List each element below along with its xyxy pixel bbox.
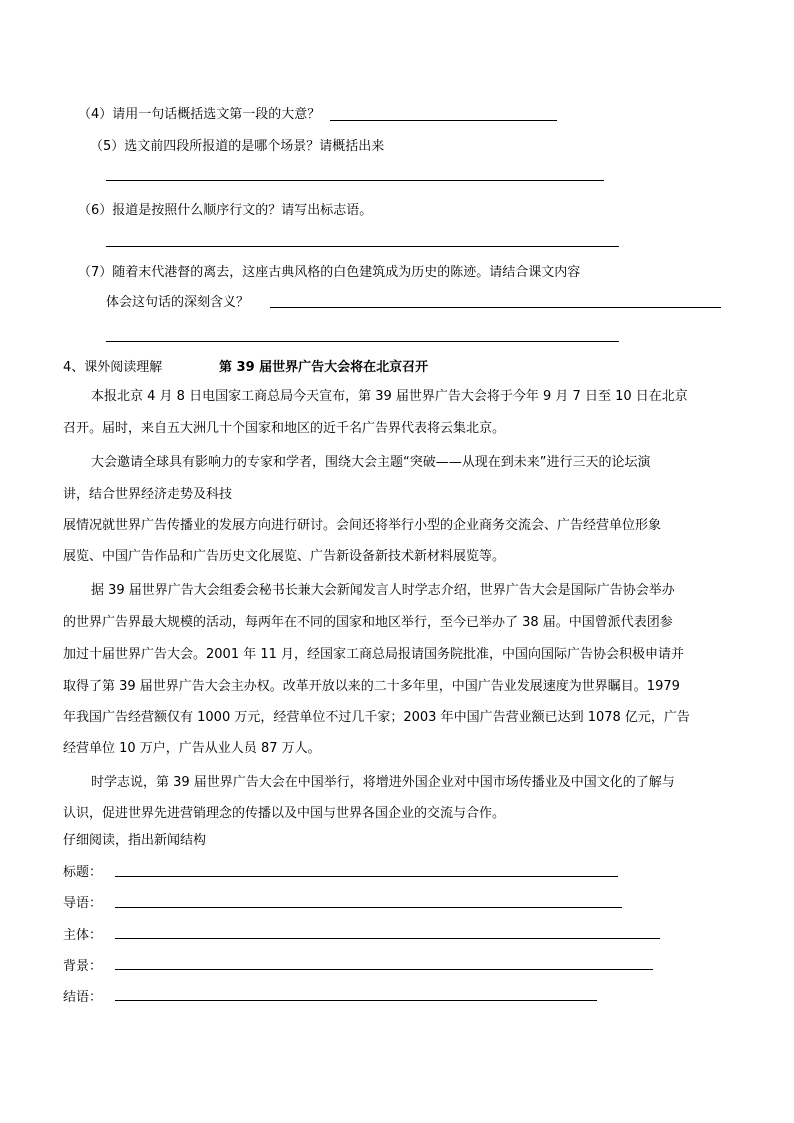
question-7-line-1: （7）随着末代港督的离去，这座古典风格的白色建筑成为历史的陈迹。请结合课文内容 [78, 265, 581, 280]
headline-label: 标题： [63, 865, 103, 880]
article-line: 本报北京 4 月 8 日电国家工商总局今天宣布，第 39 届世界广告大会将于今年 9 月 7 日至 10 日在北京 [91, 389, 688, 404]
article-line: 讲，结合世界经济走势及科技 [63, 487, 233, 502]
article-title: 第 39 届世界广告大会将在北京召开 [219, 360, 429, 375]
answer-line-q6[interactable] [106, 246, 619, 247]
section-label: 4、课外阅读理解 [63, 360, 163, 375]
question-6: （6）报道是按照什么顺序行文的？请写出标志语。 [78, 203, 373, 218]
article-line: 时学志说，第 39 届世界广告大会在中国举行，将增进外国企业对中国市场传播业及中国文化的了解与 [91, 775, 675, 790]
body-answer-line[interactable] [115, 938, 660, 939]
article-line: 展览、中国广告作品和广告历史文化展览、广告新设备新技术新材料展览等。 [63, 549, 506, 564]
answer-line-q7-a[interactable] [270, 307, 721, 308]
answer-line-q5[interactable] [106, 180, 604, 181]
answer-line-q4[interactable] [330, 120, 557, 121]
lead-label: 导语： [63, 896, 103, 911]
article-line: 经营单位 10 万户，广告从业人员 87 万人。 [63, 741, 321, 756]
article-line: 的世界广告界最大规模的活动，每两年在不同的国家和地区举行，至今已举办了 38 届。中国曾派代表团参 [63, 615, 673, 630]
ending-answer-line[interactable] [115, 1000, 597, 1001]
background-label: 背景： [63, 959, 103, 974]
question-7-line-2: 体会这句话的深刻含义？ [106, 295, 250, 310]
article-line: 展情况就世界广告传播业的发展方向进行研讨。会间还将举行小型的企业商务交流会、广告经营单位形象 [63, 518, 662, 533]
article-line: 认识，促进世界先进营销理念的传播以及中国与世界各国企业的交流与合作。 [63, 806, 506, 821]
ending-label: 结语： [63, 990, 103, 1005]
article-line: 召开。届时，来自五大洲几十个国家和地区的近千名广告界代表将云集北京。 [63, 421, 506, 436]
article-line: 大会邀请全球具有影响力的专家和学者，围绕大会主题“突破——从现在到未来”进行三天的论坛演 [91, 455, 651, 470]
lead-answer-line[interactable] [115, 907, 622, 908]
question-5: （5）选文前四段所报道的是哪个场景？请概括出来 [90, 139, 385, 154]
background-answer-line[interactable] [115, 969, 653, 970]
body-label: 主体： [63, 928, 103, 943]
instruction: 仔细阅读，指出新闻结构 [63, 833, 207, 848]
article-line: 加过十届世界广告大会。2001 年 11 月，经国家工商总局报请国务院批准，中国向国际广告协会积极申请并 [63, 647, 685, 662]
article-line: 年我国广告经营额仅有 1000 万元，经营单位不过几千家；2003 年中国广告营业额已达到 1078 亿元，广告 [63, 710, 690, 725]
answer-line-q7-b[interactable] [106, 341, 619, 342]
headline-answer-line[interactable] [115, 876, 618, 877]
article-line: 据 39 届世界广告大会组委会秘书长兼大会新闻发言人时学志介绍，世界广告大会是国际广告协会举办 [91, 583, 675, 598]
question-4: （4）请用一句话概括选文第一段的大意？ [78, 107, 321, 122]
article-line: 取得了第 39 届世界广告大会主办权。改革开放以来的二十多年里，中国广告业发展速度为世界瞩目。1979 [63, 679, 680, 694]
